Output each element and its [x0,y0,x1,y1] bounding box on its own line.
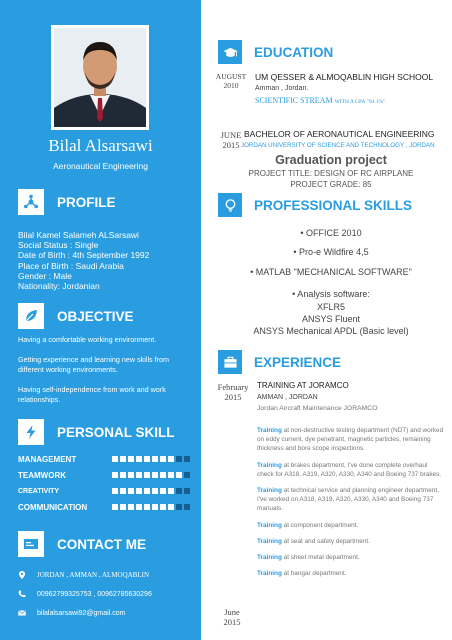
lightning-icon [18,419,44,445]
skill-dot-filled [120,504,126,510]
experience-item [257,486,445,514]
experience-item [257,537,445,546]
skill-dot-filled [168,472,174,478]
item-lead: Training [257,570,282,578]
school-stream [255,96,387,105]
item-text: at component department. [281,521,359,529]
skill-dot-empty [176,456,182,462]
date-month: February [217,382,249,392]
item-lead: Training [257,427,282,434]
card-icon [18,531,44,557]
experience-start-date [211,382,255,402]
skill-dot-filled [144,488,150,494]
professional-skill-item: • MATLAB "MECHANICAL SOFTWARE" [250,267,412,277]
date-year: 2015 [222,140,240,150]
professional-skill-item: ANSYS Mechanical APDL (Basic level) [253,326,409,336]
skill-dot-empty [176,488,182,494]
skill-dot-filled [168,488,174,494]
skill-label: CREATIVITY [18,487,60,495]
professional-skills-title: PROFESSIONAL SKILLS [254,197,413,213]
map-pin-icon [18,571,26,579]
person-role: Aeronautical Engineering [53,161,148,171]
skill-row [18,451,198,467]
skill-dot-filled [160,472,166,478]
contact-email [18,606,198,620]
profile-full-name: Bilal Kamel Salameh ALSarsawi [18,230,139,240]
skill-dot-filled [128,472,134,478]
profile-title: PROFILE [57,194,116,210]
project-title: PROJECT TITLE: DESIGN OF RC AIRPLANE [248,169,414,178]
profile-birth-date: Date of Birth : 4th September 1992 [18,250,150,261]
school-name: UM QESSER & ALMOQABLIN HIGH SCHOOL [255,72,434,82]
item-text: at technical service and planning engineer department, I've worked on A318, A319, A320, A330, A340 and Boeing 737 manuals. [257,487,439,513]
profile-birth-place: Place of Birth : Saudi Arabia [18,260,124,271]
skill-dot-filled [160,488,166,494]
skill-dot-filled [144,472,150,478]
phone-text: 00962799325753 , 00962785630296 [37,590,152,598]
profile-photo [51,25,149,130]
skill-label: TEAMWORK [18,470,66,480]
skill-dot-filled [144,456,150,462]
skill-dot-filled [112,488,118,494]
professional-skill-item: ANSYS Fluent [301,314,361,324]
item-lead: Training [257,461,282,469]
education-date [212,72,250,90]
professional-skill-item: • Analysis software: [292,289,370,299]
sidebar [0,0,201,640]
personal-skill-heading [18,419,175,445]
address-text: JORDAN , AMMAN , ALMOQABLIN [37,571,150,579]
experience-title: EXPERIENCE [254,354,342,370]
item-text: at brakes department, I've done complete overhaul check for A318, A319, A320, A330, A340 and Boeing 737 brakes. [257,461,442,478]
skill-label: COMMUNICATION [18,502,88,512]
professional-skill-item: • OFFICE 2010 [300,228,362,238]
skill-dot-filled [136,456,142,462]
profile-details [18,230,198,291]
skill-dot-empty [184,504,190,510]
skill-dot-filled [152,472,158,478]
professional-skills-heading [218,193,412,217]
briefcase-icon [218,350,242,374]
envelope-icon [18,609,26,617]
stream-gpa: WITH A GPA "94.1%". [334,99,387,105]
skill-level-bar [112,488,190,494]
skill-dot-filled [152,504,158,510]
item-text: at non-destructive testing department (NDT) and worked on eddy current, dye penetrant, magnetic particles, remaining thickness and bore scope inspections. [257,427,444,453]
university-name: JORDAN UNIVERSITY OF SCIENCE AND TECHNOLOGY , JORDAN [241,142,435,149]
person-name: Bilal Alsarsawi [48,136,153,155]
contact-address [18,568,198,582]
skill-dot-filled [144,504,150,510]
skill-dot-filled [160,504,166,510]
date-year: 2010 [223,81,239,90]
experience-items [257,426,445,585]
graduation-cap-icon [218,40,242,64]
skill-level-bar [112,504,190,510]
profile-social-status: Social Status : Single [18,240,99,251]
skill-dot-filled [136,472,142,478]
skill-dot-filled [120,488,126,494]
skill-dot-filled [176,472,182,478]
skill-label: MANAGEMENT [18,454,77,464]
graduation-project-heading: Graduation project [275,153,387,167]
skill-level-bar [112,472,190,478]
skill-dot-empty [184,456,190,462]
professional-skill-item: XFLR5 [316,302,345,312]
skill-dot-filled [128,504,134,510]
item-text: at hangar department. [281,570,347,578]
profile-gender: Gender : Male [18,270,72,281]
phone-icon [18,590,26,598]
experience-item [257,426,445,454]
skill-dot-filled [136,488,142,494]
skill-row [18,483,198,499]
profile-nationality: Nationality: Jordanian [18,281,100,292]
skill-dot-filled [152,488,158,494]
lightbulb-icon [218,193,242,217]
skill-dot-filled [136,504,142,510]
item-text: at sheet metal department. [281,554,360,562]
objective-text [18,335,196,415]
education-heading [218,40,333,64]
project-grade: PROJECT GRADE: 85 [290,180,372,189]
experience-heading [218,350,341,374]
objective-title: OBJECTIVE [57,308,134,324]
skill-dot-filled [160,456,166,462]
skill-dot-empty [184,472,190,478]
profile-heading [18,189,116,215]
item-lead: Training [257,487,282,495]
experience-location: AMMAN , JORDAN [257,394,318,401]
skill-row [18,499,198,515]
skill-dot-filled [168,456,174,462]
skill-dot-filled [128,456,134,462]
contact-title: CONTACT ME [57,536,146,552]
experience-item [257,521,445,530]
objective-paragraph: Having a comfortable working environment. [18,335,157,344]
network-icon [18,189,44,215]
skill-dot-filled [128,488,134,494]
objective-paragraph: Getting experience and learning new skills from different working environments. [18,355,170,374]
personal-skill-title: PERSONAL SKILL [57,424,175,440]
skill-dot-filled [112,504,118,510]
date-year: 2015 [223,617,241,627]
skill-level-bar [112,456,190,462]
skill-list [18,451,198,515]
item-lead: Training [257,537,282,545]
degree-name: BACHELOR OF AERONAUTICAL ENGINEERING [244,129,435,139]
skill-dot-filled [168,504,174,510]
date-month: AUGUST [215,72,247,81]
date-month: June [224,607,240,617]
objective-heading [18,303,134,329]
leaf-icon [18,303,44,329]
item-lead: Training [257,521,282,529]
experience-company: Jordan Aircraft Maintenance JORAMCO [257,405,378,412]
experience-item [257,569,445,578]
experience-end-date [214,607,250,627]
date-month: JUNE [220,130,242,140]
email-link[interactable]: bilalalsarsawi92@gmail.com [37,609,126,617]
school-location: Amman , Jordan. [255,85,309,92]
objective-paragraph: Having self-independence from work and work relationships. [18,385,166,404]
professional-skill-item: • Pro-e Wildfire 4,5 [293,247,369,257]
skill-dot-filled [120,472,126,478]
portrait-image [54,28,146,127]
skill-dot-filled [112,456,118,462]
skill-dot-filled [112,472,118,478]
date-year: 2015 [224,392,242,402]
item-text: at seat and safety department. [281,537,370,545]
education-title: EDUCATION [254,44,334,60]
skill-dot-empty [176,504,182,510]
skill-dot-empty [184,488,190,494]
contact-heading [18,531,146,557]
skill-dot-filled [152,456,158,462]
skill-dot-filled [120,456,126,462]
experience-item [257,461,445,479]
experience-title-text: TRAINING AT JORAMCO [257,381,349,390]
stream-name: SCIENTIFIC STREAM [255,96,333,105]
experience-item [257,553,445,562]
item-lead: Training [257,554,282,562]
contact-phone [18,587,198,601]
skill-row [18,467,198,483]
